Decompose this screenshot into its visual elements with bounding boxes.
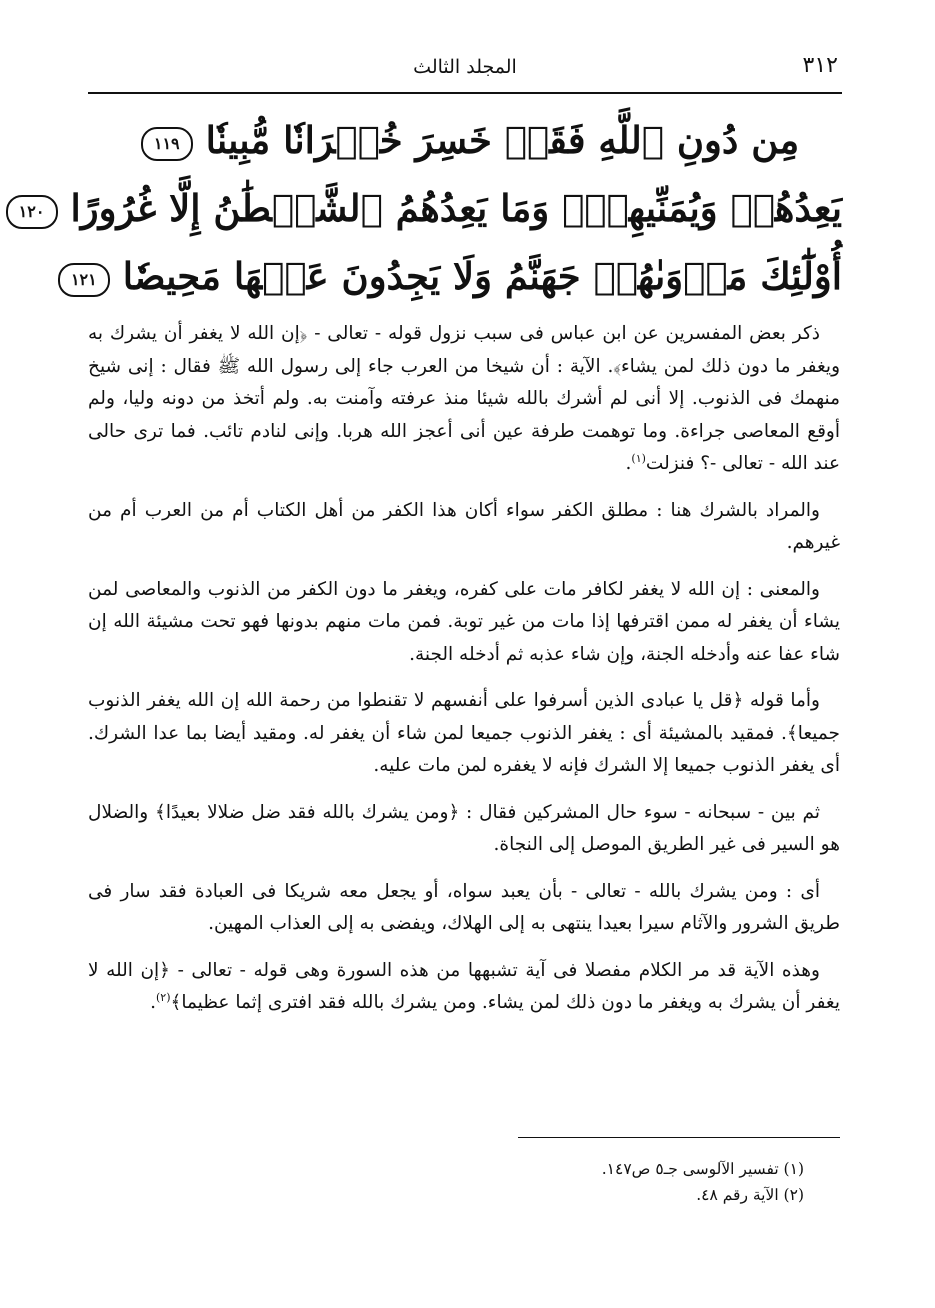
- verse-text: أُوْلَٰٓئِكَ مَأۡوَىٰهُمۡ جَهَنَّمُ وَلَا يَجِدُونَ عَنۡهَا مَحِيصٗا: [122, 254, 842, 298]
- footnote-separator: [518, 1137, 840, 1138]
- verse-text: مِن دُونِ ٱللَّهِ فَقَدۡ خَسِرَ خُسۡرَانٗا مُّبِينٗا: [205, 118, 800, 162]
- verse-line: [70, 242, 842, 310]
- commentary-body: [88, 318, 840, 1034]
- footnote-reference[interactable]: (٢): [155, 990, 171, 1004]
- paragraph: ثم بين - سبحانه - سوء حال المشركين فقال : ﴿ومن يشرك بالله فقد ضل ضلالا بعيدًا﴾ والضلال هو السير فى غير الطريق الموصل إلى النجاة.: [88, 801, 840, 855]
- page-header: [88, 52, 842, 86]
- paragraph: وهذه الآية قد مر الكلام مفصلا فى آية تشبهها من هذه السورة وهى قوله - تعالى - ﴿إن الله لا يغفر أن يشرك به ويغفر ما دون ذلك لمن يشاء. ومن يشرك بالله فقد افترى إثما عظيما﴾$^{(٢)}$.: [88, 959, 840, 1013]
- footnote: (١) تفسير الآلوسى جـ٥ ص١٤٧.: [601, 1160, 804, 1178]
- footnote: (٢) الآية رقم ٤٨.: [696, 1186, 804, 1204]
- verse-line: [88, 106, 842, 174]
- ayah-number-marker: ١٢٠: [6, 195, 58, 229]
- footnotes: [88, 1156, 840, 1208]
- ayah-number-marker: ١٢١: [58, 263, 110, 297]
- footnote-reference[interactable]: (١): [631, 451, 646, 465]
- verse-line: [18, 174, 842, 242]
- running-title: المجلد الثالث: [413, 56, 517, 78]
- paragraph: وأما قوله ﴿قل يا عبادى الذين أسرفوا على أنفسهم لا تقنطوا من رحمة الله إن الله يغفر الذنوب جميعا﴾. فمقيد بالمشيئة أى : يغفر الذنوب جميعا لمن شاء أن يغفر له. ومقيد أيضا بما عدا الشرك. أى يغفر الذنوب جميعا إلا الشرك فإنه لا يغفره لمن مات عليه.: [88, 690, 840, 776]
- paragraph: والمراد بالشرك هنا : مطلق الكفر سواء أكان هذا الكفر من أهل الكتاب أم من العرب أم من غيرهم.: [88, 499, 840, 553]
- quran-verses-block: [18, 106, 842, 310]
- paragraph: أى : ومن يشرك بالله - تعالى - بأن يعبد سواه، أو يجعل معه شريكا فى العبادة فقد سار فى طريق الشرور والآثام سيرا بعيدا ينتهى به إلى الهلاك، ويفضى به إلى العذاب المهين.: [88, 880, 840, 934]
- paragraph: والمعنى : إن الله لا يغفر لكافر مات على كفره، ويغفر ما دون الكفر من الذنوب والمعاصى لمن يشاء أن يغفر له ممن اقترفها إذا مات من غير توبة. فمن مات منهم بدونها فهو تحت مشيئة الله إن شاء عفا عنه وأدخله الجنة، وإن شاء عذبه ثم أدخله الجنة.: [88, 578, 840, 665]
- verse-text: يَعِدُهُمۡ وَيُمَنِّيهِمۡۖ وَمَا يَعِدُهُمُ ٱلشَّيۡطَٰنُ إِلَّا غُرُورًا: [70, 186, 842, 230]
- paragraph: ذكر بعض المفسرين عن ابن عباس فى سبب نزول قوله - تعالى - ﴿إن الله لا يغفر أن يشرك به ويغفر ما دون ذلك لمن يشاء﴾. الآية : أن شيخا من العرب جاء إلى رسول الله ﷺ فقال : إنى شيخ منهمك فى الذنوب. إلا أنى لم أشرك بالله شيئا منذ عرفته وآمنت به. ولم أتخذ من دونه وليا، ولم أوقع المعاصى جراءة. وما توهمت طرفة عين أنى أعجز الله هربا. وإنى لنادم تائب. فما ترى حالى عند الله - تعالى -؟ فنزلت$^{(١)}$.: [88, 323, 840, 474]
- ayah-number-marker: ١١٩: [141, 127, 193, 161]
- page-number: ٣١٢: [802, 53, 838, 78]
- header-rule: [88, 92, 842, 94]
